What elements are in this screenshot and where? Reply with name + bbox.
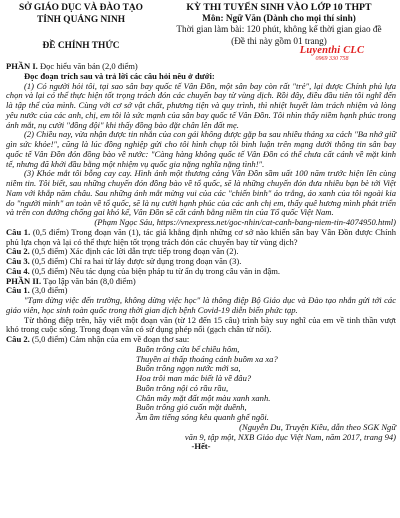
- poem-source-1: (Nguyễn Du, Truyện Kiều, dẫn theo SGK Ngữ: [239, 421, 396, 432]
- header-right: [160, 2, 398, 47]
- exam-title: KỲ THI TUYỂN SINH VÀO LỚP 10 THPT: [186, 2, 372, 13]
- poem-line: Buồn trông ngọn nước mới sa,: [136, 363, 241, 374]
- passage-p2: (2) Chiều nay, vừa nhận được tin nhắn của con gái không được gặp ba sau nhiều tháng xa cách "Ba nhớ giữ gìn sức khỏe!", cũng là lúc đồng nghiệp gửi cho tôi hình chụp tôi bình luận trên mạng dưới thông tin sân bay quốc tế Vân Đồn đón đồng bào về nước: "Càng hàng không quốc tế Vân Đồn có thể chưa cất cánh về mặt kinh tế, nhưng đã khởi đầu bằng một nhiệm vụ quốc gia nặng nghĩa nặng tình!".: [6, 129, 396, 169]
- part1-question-2: Câu 2. (0,5 điểm) Xác định các lời dẫn trực tiếp trong đoạn văn (2).: [6, 246, 239, 257]
- part1-instruction: Đọc đoạn trích sau và trả lời các câu hỏi nêu ở dưới:: [24, 70, 215, 81]
- part2-question-2: Câu 2. (5,0 điểm) Cảm nhận của em về đoạn thơ sau:: [6, 334, 190, 344]
- poem-line: Chân mây mặt đất một màu xanh xanh.: [136, 392, 271, 403]
- poem: [136, 345, 396, 423]
- part1-question-4: Câu 4. (0,5 điểm) Nêu tác dụng của biện pháp tu từ ẩn dụ trong câu văn in đậm.: [6, 265, 281, 276]
- dept-name: SỞ GIÁO DỤC VÀ ĐÀO TẠO: [19, 3, 143, 13]
- writing-task: Từ thông điệp trên, hãy viết một đoạn văn (từ 12 đến 15 câu) trình bày suy nghĩ của em về tinh thần vượt khó trong cuộc sống. Trong đoạn văn có sử dụng phép nối (gạch chân từ nối).: [6, 314, 396, 335]
- part2-heading: PHẦN II. Tạo lập văn bản (8,0 điểm): [6, 275, 136, 286]
- part1-heading: PHẦN I. Đọc hiểu văn bản (2,0 điểm): [6, 61, 138, 71]
- exam-body: [6, 62, 396, 452]
- part1-question-3: Câu 3. (0,5 điểm) Chỉ ra hai từ láy được sử dụng trong đoạn văn (3).: [6, 256, 242, 266]
- message-quote: "Tạm dừng việc đến trường, không dừng việc học" là thông điệp Bộ Giáo dục và Đào tạo nhắn gửi tới các giáo viên, học sinh toàn quốc trong thời gian dịch bệnh Covid-19 diễn biến phức tạp.: [6, 295, 396, 315]
- luyenthi-logo: [292, 45, 372, 63]
- poem-line: Buồn trông nội cỏ rầu rầu,: [136, 382, 229, 393]
- poem-line: Buồn trông gió cuốn mặt duềnh,: [136, 402, 247, 413]
- end-mark: -Hết-: [191, 441, 211, 452]
- exam-pages: (Đề thi này gồm 01 trang): [231, 35, 327, 46]
- poem-line: Buồn trông cửa bể chiều hôm,: [136, 343, 240, 354]
- poem-line: Hoa trôi man mác biết là về đâu?: [136, 373, 252, 383]
- poem-source-2: văn 9, tập một, NXB Giáo dục Việt Nam, năm 2017, trang 94): [184, 431, 396, 442]
- official-label: ĐỀ CHÍNH THỨC: [42, 41, 120, 51]
- exam-time: Thời gian làm bài: 120 phút, không kể thời gian giao đề: [176, 24, 382, 35]
- header-left: [6, 2, 156, 52]
- poem-line: Thuyền ai thấp thoáng cánh buồm xa xa?: [136, 353, 278, 364]
- passage-source: (Phạm Ngọc Sáu, https://vnexpress.net/goc-nhin/cat-canh-bang-niem-tin-4074950.html): [94, 217, 396, 227]
- logo-name: Luyenthi CLC: [299, 45, 365, 56]
- exam-subject: Môn: Ngữ Văn (Dành cho mọi thí sinh): [202, 13, 356, 24]
- poem-line: Ầm ầm tiếng sóng kêu quanh ghế ngồi.: [136, 412, 269, 422]
- part1-question-1: Câu 1. (0,5 điểm) Trong đoạn văn (1), tác giả khẳng định những cơ sở nào khiến sân bay Vân Đồn được Chính phủ lựa chọn và lại có thể thực hiện tốt trọng trách đón các chuyến bay từ vùng dịch?: [6, 226, 397, 247]
- logo-phone: 0969 330 758: [315, 56, 349, 62]
- province-name: TỈNH QUẢNG NINH: [36, 15, 126, 25]
- part2-question-1: Câu 1. (3,0 điểm): [6, 285, 68, 296]
- passage-p1: (1) Có người hỏi tôi, tại sao sân bay quốc tế Vân Đồn, một sân bay còn rất "trẻ", lại được Chính phủ lựa chọn và lại có thể thực hiện tốt trọng trách đón các chuyến bay từ vùng dịch. Rồi đây, điều đầu tiên tôi nghĩ đến là tập thể của mình. Cùng với cơ sở vật chất, phương tiện và quy trình, thì nhiệt huyết làm trách nhiệm và lòng yêu nước của các anh, chị, em tôi là sức mạnh của sân bay quốc tế Vân Đồn. Tôi nhìn thấy niềm hạnh phúc trong ánh mắt, nụ cười "đồng đội" khi thấy đồng bào đặt chân lên đất mẹ.: [6, 80, 396, 130]
- passage-p3: (3) Khóe mắt tôi bỗng cay cay. Hình ảnh một thương cảng Vân Đồn sầm uất 100 năm trước hiện lên cùng niềm tin. Tôi biết, sau những chuyến đón đồng bào về tổ quốc, sẽ là những chuyến đón đưa nhiều bạn bè tới Việt Nam với khắp năm châu. Sau những ánh mắt mừng vui của các "chiến binh" áo trắng, áo xanh của tôi ngoài kia do "người mình" an toàn về tổ quốc, sẽ là nụ cười hạnh phúc của các anh chị em, thấy quê hương mình phát triển và trên con đường chống gai khó kể, Vân Đồn sẽ cất cánh bằng niềm tin của Tổ quốc Việt Nam.: [6, 168, 396, 218]
